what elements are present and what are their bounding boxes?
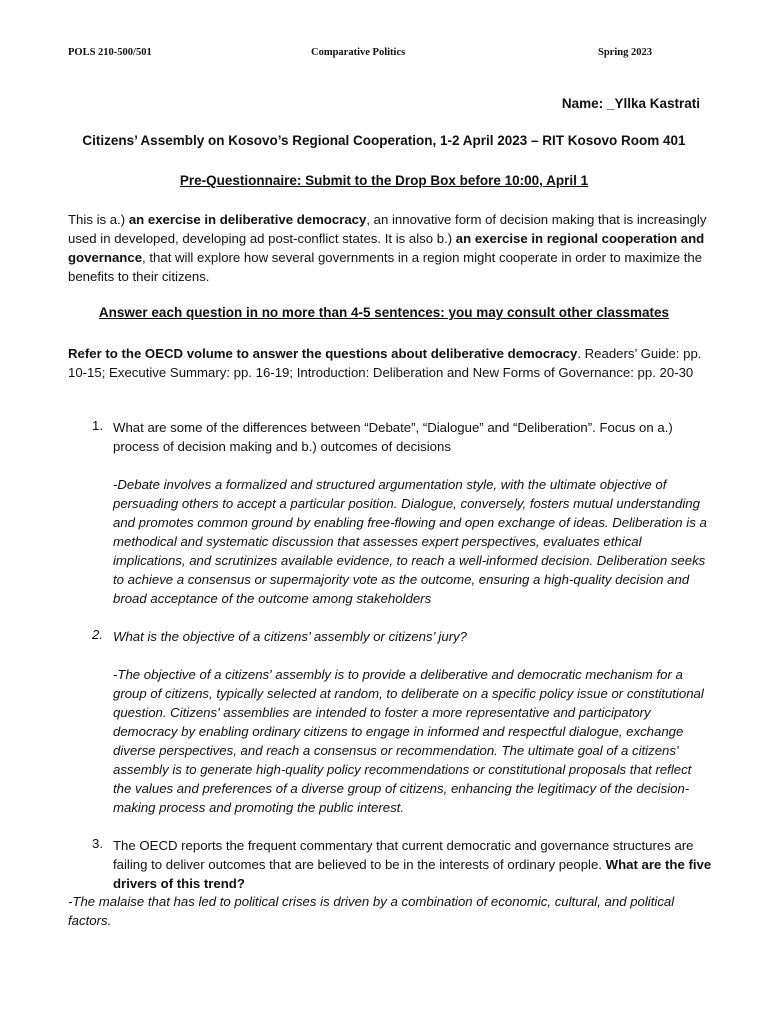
- question-3-bold: What are the five drivers of this trend?: [113, 857, 712, 891]
- intro-text-2: , an innovative form of decision making that is increasingly used in developed, developing ad post-conflict states. It is also b.): [68, 212, 707, 246]
- question-2-number: 2.: [92, 627, 103, 642]
- reference-bold: Refer to the OECD volume to answer the questions about deliberative democracy: [68, 346, 578, 361]
- question-2-text: What is the objective of a citizens’ assembly or citizens’ jury?: [113, 629, 468, 644]
- reference-text: . Readers’ Guide: pp. 10-15; Executive Summary: pp. 16-19; Introduction: Deliberation and New Forms of Governance: pp. 20-30: [68, 346, 702, 380]
- student-name: Name: _Yllka Kastrati: [561, 96, 700, 111]
- header-subject: Comparative Politics: [311, 47, 406, 58]
- question-1-text: What are some of the differences between “Debate”, “Dialogue” and “Deliberation”. Focus on a.) process of decision making and b.) outcomes of decisions: [113, 420, 673, 454]
- intro-paragraph: [68, 210, 708, 286]
- answer-instruction: Answer each question in no more than 4-5 sentences: you may consult other classmates: [98, 305, 670, 320]
- question-3-number: 3.: [92, 836, 103, 851]
- answer-2: -The objective of a citizens' assembly is to provide a deliberative and democratic mechanism for a group of citizens, typically selected at random, to deliberate on a specific policy issue or constitutional question. Citizens' assemblies are intended to foster a more representative and participatory democracy by enabling ordinary citizens to engage in informed and respectful dialogue, exchange diverse perspectives, and reach a consensus or recommendation. The ultimate goal of a citizens' assembly is to generate high-quality policy recommendations or constitutional proposals that reflect the values and preferences of a diverse group of citizens, enhancing the legitimacy of the decision-making process and promoting the public interest.: [113, 667, 704, 815]
- document-title: Citizens’ Assembly on Kosovo’s Regional Cooperation, 1-2 April 2023 – RIT Kosovo Room 401: [82, 133, 686, 148]
- question-1-number: 1.: [92, 418, 103, 433]
- intro-bold-2: an exercise in regional cooperation and governance: [68, 231, 705, 265]
- reference-paragraph: [68, 344, 708, 382]
- intro-bold-1: an exercise in deliberative democracy: [128, 212, 367, 227]
- intro-text-3: , that will explore how several governments in a region might cooperate in order to maximize the benefits to their citizens.: [68, 250, 703, 284]
- submission-instructions: Pre-Questionnaire: Submit to the Drop Box before 10:00, April 1: [179, 173, 589, 188]
- question-3-plain: The OECD reports the frequent commentary that current democratic and governance structures are failing to deliver outcomes that are believed to be in the interests of ordinary people.: [113, 838, 694, 872]
- header-course: POLS 210-500/501: [68, 47, 152, 58]
- intro-text-1: This is a.): [68, 212, 129, 227]
- answer-3: -The malaise that has led to political crises is driven by a combination of economic, cultural, and political factors.: [68, 894, 675, 928]
- question-3-text: [113, 836, 713, 893]
- header-term: Spring 2023: [598, 47, 652, 58]
- answer-1: -Debate involves a formalized and structured argumentation style, with the ultimate objective of persuading others to accept a particular position. Dialogue, conversely, fosters mutual understanding and promotes common ground by enabling free-flowing and open exchange of ideas. Deliberation is a methodical and systematic discussion that assesses expert perspectives, evaluates ethical implications, and scrutinizes available evidence, to reach a well-informed decision. Deliberation seeks to achieve a consensus or supermajority vote as the outcome, ensuring a high-quality decision and broad acceptance of the outcome among stakeholders: [113, 477, 707, 606]
